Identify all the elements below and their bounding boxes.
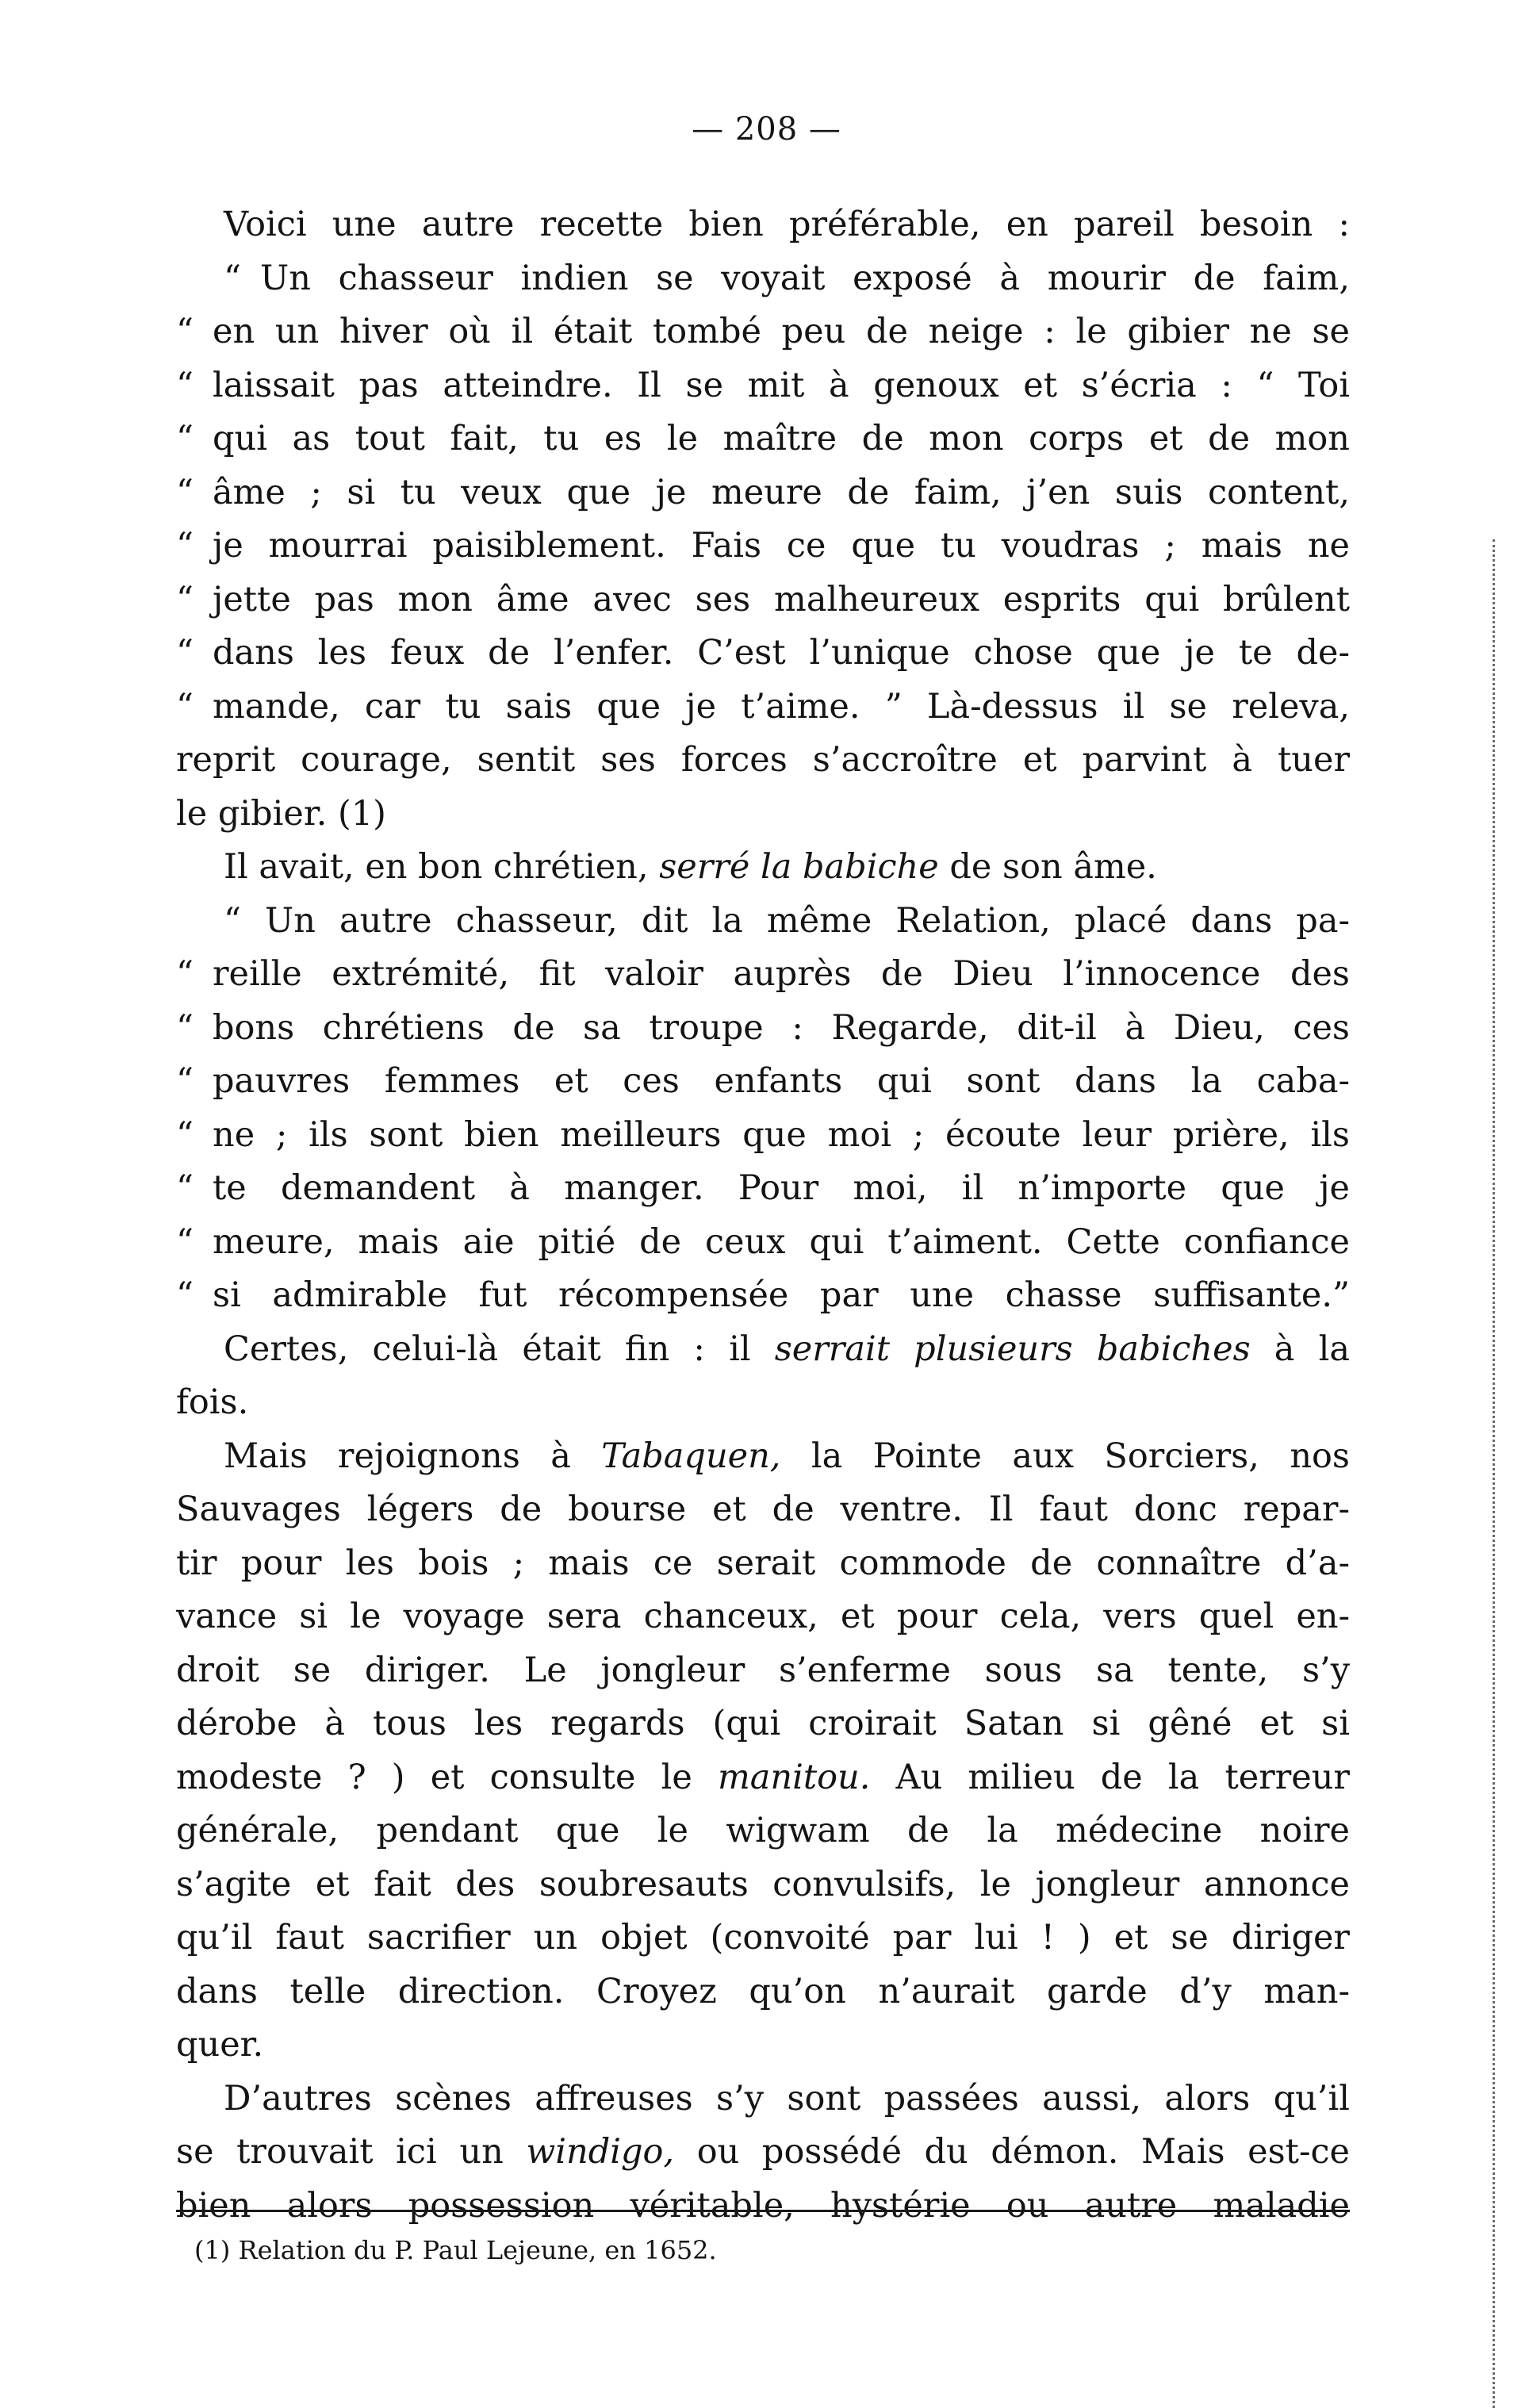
line-text: âme ; si tu veux que je meure de faim, j’en suis content, — [213, 472, 1350, 512]
text-line — [176, 841, 1350, 895]
quote-mark: “ — [176, 1275, 194, 1315]
quote-mark: “ — [176, 526, 194, 566]
quote-mark: “ — [176, 1061, 194, 1101]
text-line — [176, 734, 1350, 788]
text-line — [176, 627, 1350, 681]
text-line — [176, 1216, 1350, 1270]
line-text: droit se diriger. Le jongleur s’enferme sous sa tente, s’y — [176, 1650, 1350, 1690]
line-text: s’agite et fait des soubresauts convulsifs, le jongleur annonce — [176, 1864, 1350, 1904]
line-text: “ Un autre chasseur, dit la même Relation, placé dans pa- — [224, 900, 1350, 941]
line-text: laissait pas atteindre. Il se mit à genoux et s’écria : “ Toi — [213, 365, 1350, 405]
text-line — [176, 1376, 1350, 1430]
text-line — [176, 1269, 1350, 1323]
line-text: Il avait, en bon chrétien, — [224, 847, 660, 887]
line-text: Sauvages légers de bourse et de ventre. Il faut donc repar- — [176, 1490, 1350, 1529]
text-line — [176, 1644, 1350, 1698]
line-text: si admirable fut récompensée par une chasse suffisante.” — [213, 1275, 1350, 1315]
quote-mark: “ — [176, 954, 194, 994]
line-text: te demandent à manger. Pour moi, il n’importe que je — [213, 1168, 1350, 1208]
italic-term: manitou. — [718, 1757, 871, 1797]
line-text: jette pas mon âme avec ses malheureux esprits qui brûlent — [213, 579, 1350, 619]
text-line — [176, 2019, 1350, 2072]
text-line — [176, 252, 1350, 306]
text-line — [176, 1590, 1350, 1644]
line-text: Au milieu de la terreur — [870, 1757, 1350, 1797]
text-line — [176, 895, 1350, 949]
line-text: fois. — [176, 1382, 249, 1422]
line-text: dans telle direction. Croyez qu’on n’aurait garde d’y man- — [176, 1971, 1350, 2011]
text-line — [176, 2126, 1350, 2180]
line-text: bons chrétiens de sa troupe : Regarde, dit-il à Dieu, ces — [213, 1007, 1350, 1048]
italic-term: windigo, — [526, 2132, 675, 2172]
text-line — [176, 412, 1350, 466]
text-line — [176, 1965, 1350, 2019]
text-line — [176, 1911, 1350, 1965]
line-text: se trouvait ici un — [176, 2132, 527, 2172]
line-text: meure, mais aie pitié de ceux qui t’aiment. Cette confiance — [213, 1221, 1350, 1262]
text-line — [176, 1055, 1350, 1109]
line-text: tir pour les bois ; mais ce serait commode de connaître d’a- — [176, 1543, 1350, 1583]
text-line — [176, 1804, 1350, 1858]
text-line — [176, 1751, 1350, 1805]
body-text — [176, 198, 1350, 2233]
quote-mark: “ — [176, 633, 194, 673]
text-line — [176, 573, 1350, 627]
binding-edge — [1493, 539, 1501, 2408]
quote-mark: “ — [176, 686, 194, 727]
line-text: Certes, celui-là était fin : il — [224, 1329, 775, 1369]
italic-term: serré la babiche — [659, 847, 939, 887]
text-line — [176, 1430, 1350, 1484]
text-line — [176, 1537, 1350, 1591]
text-line — [176, 1162, 1350, 1216]
text-line — [176, 2180, 1350, 2234]
text-line — [176, 788, 1350, 842]
quote-mark: “ — [176, 1007, 194, 1048]
line-text: en un hiver où il était tombé peu de neige : le gibier ne se — [213, 312, 1350, 351]
line-text: le gibier. (1) — [176, 793, 386, 834]
footnote-rule — [176, 2210, 1350, 2212]
line-text: je mourrai paisiblement. Fais ce que tu voudras ; mais ne — [213, 526, 1350, 566]
quote-mark: “ — [176, 365, 194, 405]
line-text: Voici une autre recette bien préférable, en pareil besoin : — [224, 205, 1350, 244]
line-text: D’autres scènes affreuses s’y sont passées aussi, alors qu’il — [224, 2078, 1350, 2119]
line-text: pauvres femmes et ces enfants qui sont dans la caba- — [213, 1061, 1350, 1101]
quote-mark: “ — [176, 1168, 194, 1208]
line-text: Un chasseur indien se voyait exposé à mourir de faim, — [260, 258, 1350, 298]
text-line — [176, 1858, 1350, 1912]
line-text: qui as tout fait, tu es le maître de mon corps et de mon — [213, 419, 1350, 458]
line-text: vance si le voyage sera chanceux, et pour cela, vers quel en- — [176, 1597, 1350, 1636]
line-text: quer. — [176, 2025, 264, 2065]
quote-mark: “ — [176, 1114, 194, 1155]
line-text: modeste ? ) et consulte le — [176, 1757, 719, 1797]
text-line — [176, 948, 1350, 1002]
quote-mark: “ — [176, 579, 194, 619]
quote-mark: “ — [176, 1221, 194, 1262]
line-text: générale, pendant que le wigwam de la médecine noire — [176, 1811, 1350, 1850]
text-line — [176, 2072, 1350, 2126]
text-line — [176, 681, 1350, 734]
line-text: ne ; ils sont bien meilleurs que moi ; écoute leur prière, ils — [213, 1114, 1350, 1155]
line-text: qu’il faut sacrifier un objet (convoité par lui ! ) et se diriger — [176, 1918, 1350, 1957]
line-text: reprit courage, sentit ses forces s’accroître et parvint à tuer — [176, 740, 1350, 780]
line-text: bien alors possession véritable, hystérie ou autre maladie — [176, 2185, 1350, 2226]
quote-mark: “ — [176, 472, 194, 512]
line-text: de son âme. — [938, 847, 1157, 887]
text-line — [176, 466, 1350, 520]
text-line — [176, 1109, 1350, 1163]
line-text: reille extrémité, fit valoir auprès de Dieu l’innocence des — [213, 954, 1350, 994]
italic-term: Tabaquen, — [601, 1436, 781, 1476]
text-line — [176, 1483, 1350, 1537]
footnote: (1) Relation du P. Paul Lejeune, en 1652. — [194, 2235, 717, 2265]
line-text: dérobe à tous les regards (qui croirait Satan si gêné et si — [176, 1704, 1350, 1743]
quote-mark: “ — [176, 419, 194, 458]
text-line — [176, 1697, 1350, 1751]
text-line — [176, 198, 1350, 252]
line-text: la Pointe aux Sorciers, nos — [780, 1436, 1350, 1476]
line-text: ou possédé du démon. Mais est-ce — [674, 2132, 1351, 2172]
line-text: à la — [1250, 1329, 1350, 1369]
line-text: dans les feux de l’enfer. C’est l’unique chose que je te de- — [213, 633, 1350, 673]
text-line — [176, 520, 1350, 573]
text-line — [176, 1002, 1350, 1056]
quote-mark: “ — [176, 312, 194, 351]
quote-mark: “ — [224, 258, 241, 298]
text-line — [176, 1323, 1350, 1377]
italic-term: serrait plusieurs babiches — [774, 1329, 1251, 1369]
text-line — [176, 359, 1350, 413]
page-number: — 208 — — [692, 111, 841, 148]
line-text: mande, car tu sais que je t’aime. ” Là-dessus il se releva, — [213, 686, 1350, 727]
line-text: Mais rejoignons à — [224, 1436, 602, 1476]
text-line — [176, 305, 1350, 359]
